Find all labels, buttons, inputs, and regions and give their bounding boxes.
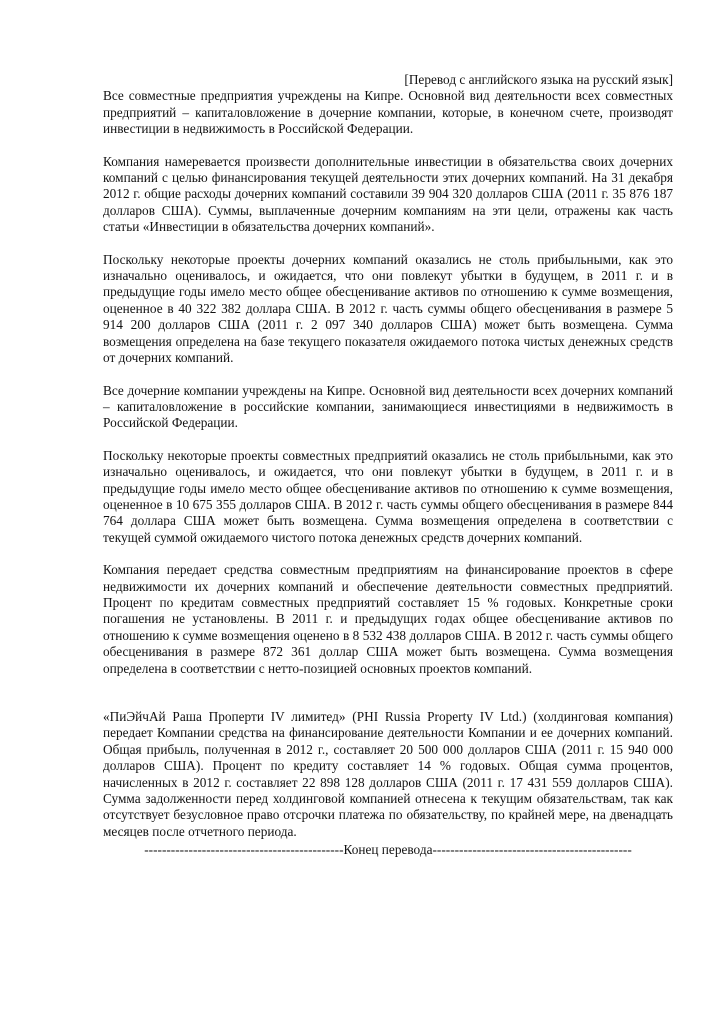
paragraph-joint-ventures: Все совместные предприятия учреждены на Кипре. Основной вид деятельности всех совместных предприятий – капиталовложение в дочерние компании, которые, в конечном счете, производят инвестиции в недвижимость в Российской Федерации. [103,88,673,137]
paragraph-joint-venture-loans: Компания передает средства совместным предприятиям на финансирование проектов в сфере недвижимости их дочерних компаний и обеспечение деятельности совместных предприятий. Процент по кредитам совместных предприятий составляет 15 % годовых. Конкретные сроки погашения не установлены. В 2011 г. и предыдущих годах общее обесценивание активов по отношению к сумме возмещения оценено в 8 532 438 долларов США. В 2012 г. часть суммы общего обесценивания в размере 872 361 доллар США может быть возмещена. Сумма возмещения определена в соответствии с нетто-позицией основных проектов компаний. [103,562,673,676]
paragraph-joint-venture-impairment: Поскольку некоторые проекты совместных предприятий оказались не столь прибыльными, как это изначально оценивалось, и ожидается, что они повлекут убытки в будущем, в 2011 г. и в предыдущие годы имело место общее обесценивание активов по отношению к сумме возмещения, оцененное в 10 675 355 долларов США. В 2012 г. часть суммы общего обесценивания в размере 844 764 доллара США может быть возмещена. Сумма возмещения определена в соответствии с текущей суммой ожидаемого чистого потока денежных средств дочерних компаний. [103,447,673,545]
paragraph-subsidiary-impairment: Поскольку некоторые проекты дочерних компаний оказались не столь прибыльными, как это изначально оценивалось, и ожидается, что они повлекут убытки в будущем, в 2011 г. и в предыдущие годы имело место общее обесценивание активов по отношению к сумме возмещения, оцененное в 40 322 382 доллара США. В 2012 г. часть суммы общего обесценивания в размере 5 914 200 долларов США (2011 г. 2 097 340 долларов США) может быть возмещена. Сумма возмещения определена на базе текущего показателя ожидаемого потока чистых денежных средств от дочерних компаний. [103,251,673,366]
translation-note: [Перевод с английского языка на русский язык] [404,72,673,87]
paragraph-subsidiaries: Все дочерние компании учреждены на Кипре. Основной вид деятельности всех дочерних компаний – капиталовложение в российские компании, занимающиеся инвестициями в недвижимость в Российской Федерации. [103,382,673,431]
end-of-translation-marker: ---------------------------------------------Конец перевода--------------------------------------------- [144,842,632,858]
paragraph-holding-company: «ПиЭйчАй Раша Проперти IV лимитед» (PHI Russia Property IV Ltd.) (холдинговая компания) передает Компании средства на финансирование деятельности Компании и ее дочерних компаний. Общая прибыль, полученная в 2012 г., составляет 20 500 000 долларов США (2011 г. 15 940 000 долларов США). Процент по кредиту составляет 14 % годовых. Общая сумма процентов, начисленных в 2012 г. составляет 22 898 128 долларов США (2011 г. 17 431 559 долларов США). Сумма задолженности перед холдинговой компанией отнесена к текущим обязательствам, так как отсутствует безусловное право отсрочки платежа по обязательству, по крайней мере, на двенадцать месяцев после отчетного периода. [103,709,673,839]
paragraph-additional-investments: Компания намеревается произвести дополнительные инвестиции в обязательства своих дочерних компаний с целью финансирования текущей деятельности этих дочерних компаний. На 31 декабря 2012 г. общие расходы дочерних компаний составили 39 904 320 долларов США (2011 г. 35 876 187 долларов США). Суммы, выплаченные дочерним компаниям на эти цели, отражены как часть статьи «Инвестиции в обязательства дочерних компаний». [103,153,673,235]
document-page [103,72,673,859]
